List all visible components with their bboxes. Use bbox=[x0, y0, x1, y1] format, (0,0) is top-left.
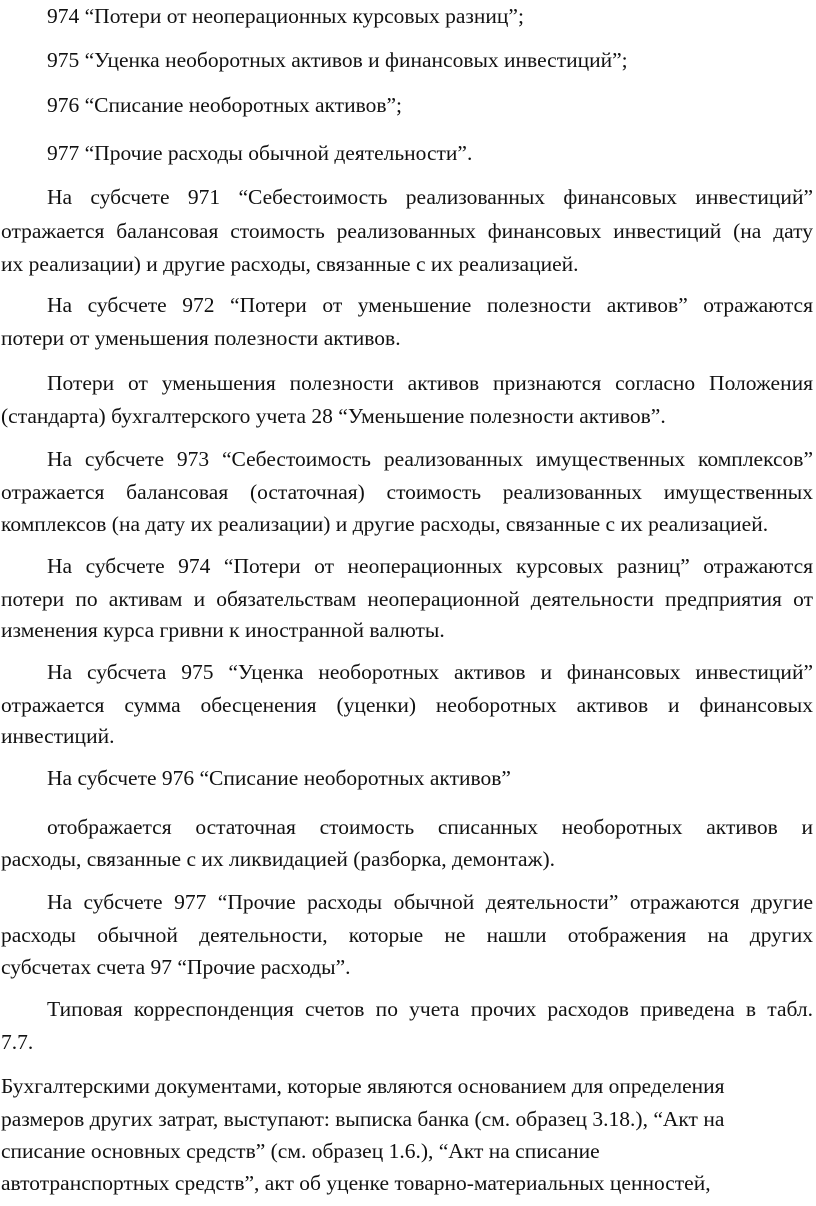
text-line: потери от уменьшения полезности активов. bbox=[1, 326, 401, 350]
text-line: На субсчета 975 “Уценка необоротных активов и финансовых инвестиций” bbox=[47, 660, 813, 684]
text-line: (стандарта) бухгалтерского учета 28 “Уменьшение полезности активов”. bbox=[1, 404, 666, 428]
text-line: их реализации) и другие расходы, связанные с их реализацией. bbox=[1, 252, 579, 276]
text-line: На субсчете 971 “Себестоимость реализованных финансовых инвестиций” bbox=[47, 185, 813, 209]
text-line: 7.7. bbox=[1, 1030, 34, 1054]
text-line: размеров других затрат, выступают: выписка банка (см. образец 3.18.), “Акт на bbox=[1, 1107, 725, 1131]
text-line: Бухгалтерскими документами, которые являются основанием для определения bbox=[1, 1074, 725, 1098]
text-line: изменения курса гривни к иностранной валюты. bbox=[1, 618, 445, 642]
text-line: отражается сумма обесценения (уценки) необоротных активов и финансовых bbox=[1, 693, 813, 717]
text-line: 975 “Уценка необоротных активов и финансовых инвестиций”; bbox=[47, 48, 628, 72]
text-line: расходы обычной деятельности, которые не нашли отображения на других bbox=[1, 923, 813, 947]
text-line: 977 “Прочие расходы обычной деятельности”. bbox=[47, 141, 473, 165]
text-line: отражается балансовая (остаточная) стоимость реализованных имущественных bbox=[1, 480, 813, 504]
text-line: На субсчете 976 “Списание необоротных активов” bbox=[47, 766, 511, 790]
text-line: На субсчете 973 “Себестоимость реализованных имущественных комплексов” bbox=[47, 447, 813, 471]
text-line: списание основных средств” (см. образец 1.6.), “Акт на списание bbox=[1, 1139, 600, 1163]
text-line: отображается остаточная стоимость списанных необоротных активов и bbox=[47, 815, 813, 839]
text-line: 974 “Потери от неоперационных курсовых разниц”; bbox=[47, 4, 524, 28]
text-line: потери по активам и обязательствам неоперационной деятельности предприятия от bbox=[1, 587, 813, 611]
text-line: расходы, связанные с их ликвидацией (разборка, демонтаж). bbox=[1, 847, 555, 871]
text-line: комплексов (на дату их реализации) и другие расходы, связанные с их реализацией. bbox=[1, 512, 769, 536]
text-line: инвестиций. bbox=[1, 724, 115, 748]
text-line: На субсчете 977 “Прочие расходы обычной деятельности” отражаются другие bbox=[47, 890, 813, 914]
text-line: автотранспортных средств”, акт об уценке товарно-материальных ценностей, bbox=[1, 1171, 711, 1195]
text-line: На субсчете 974 “Потери от неоперационных курсовых разниц” отражаются bbox=[47, 554, 813, 578]
text-line: 976 “Списание необоротных активов”; bbox=[47, 93, 403, 117]
text-line: субсчетах счета 97 “Прочие расходы”. bbox=[1, 955, 351, 979]
text-line: отражается балансовая стоимость реализованных финансовых инвестиций (на дату bbox=[1, 219, 813, 243]
text-line: Потери от уменьшения полезности активов признаются согласно Положения bbox=[47, 371, 813, 395]
text-line: На субсчете 972 “Потери от уменьшение полезности активов” отражаются bbox=[47, 293, 813, 317]
text-line: Типовая корреспонденция счетов по учета прочих расходов приведена в табл. bbox=[47, 997, 813, 1021]
